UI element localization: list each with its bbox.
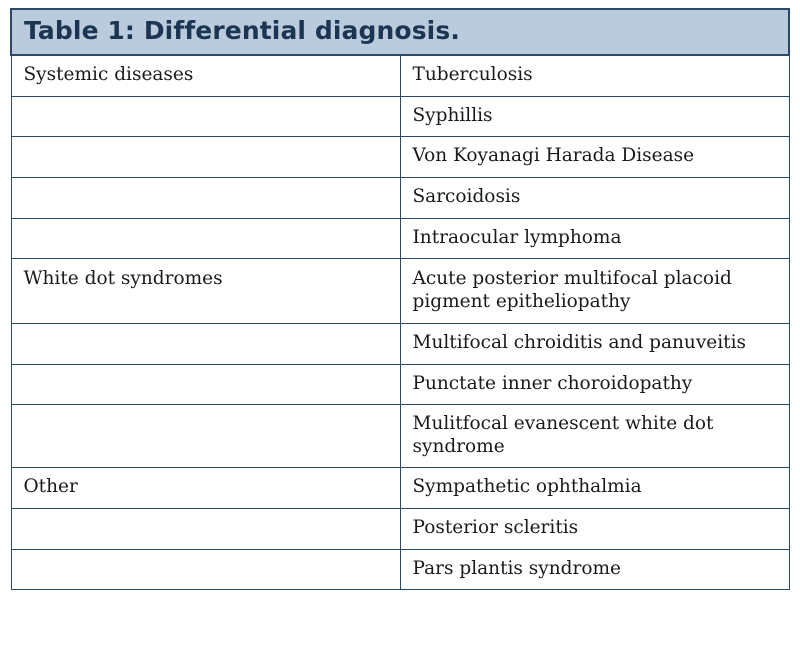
category-cell: [11, 405, 400, 468]
table-row: [11, 509, 789, 550]
table-row: [11, 324, 789, 365]
category-cell: [11, 324, 400, 365]
category-cell: [11, 177, 400, 218]
table-caption-cell: [11, 9, 789, 55]
table-caption-row: [11, 9, 789, 55]
category-cell: [11, 549, 400, 590]
category-cell: [11, 364, 400, 405]
table-row: [11, 549, 789, 590]
category-cell: [11, 96, 400, 137]
table-caption-text: Table 1: Differential diagnosis.: [24, 16, 460, 45]
condition-cell: Sarcoidosis: [400, 177, 789, 218]
table-row: [11, 405, 789, 468]
category-cell: [11, 509, 400, 550]
table-row: [11, 259, 789, 324]
table-row: [11, 468, 789, 509]
condition-cell: Pars plantis syndrome: [400, 549, 789, 590]
table-row: [11, 137, 789, 178]
category-cell: Systemic diseases: [11, 55, 400, 96]
table-row: [11, 96, 789, 137]
condition-cell: Sympathetic ophthalmia: [400, 468, 789, 509]
table-row: [11, 364, 789, 405]
condition-cell: Intraocular lymphoma: [400, 218, 789, 259]
category-cell: Other: [11, 468, 400, 509]
condition-cell: Mulitfocal evanescent white dot syndrome: [400, 405, 789, 468]
condition-cell: Von Koyanagi Harada Disease: [400, 137, 789, 178]
table-row: [11, 218, 789, 259]
differential-diagnosis-table: [10, 8, 790, 590]
condition-cell: Posterior scleritis: [400, 509, 789, 550]
condition-cell: Tuberculosis: [400, 55, 789, 96]
condition-cell: Multifocal chroiditis and panuveitis: [400, 324, 789, 365]
table-row: [11, 55, 789, 96]
condition-cell: Syphillis: [400, 96, 789, 137]
category-cell: [11, 218, 400, 259]
category-cell: White dot syndromes: [11, 259, 400, 324]
condition-cell: Punctate inner choroidopathy: [400, 364, 789, 405]
table-row: [11, 177, 789, 218]
condition-cell: Acute posterior multifocal placoid pigment epitheliopathy: [400, 259, 789, 324]
category-cell: [11, 137, 400, 178]
